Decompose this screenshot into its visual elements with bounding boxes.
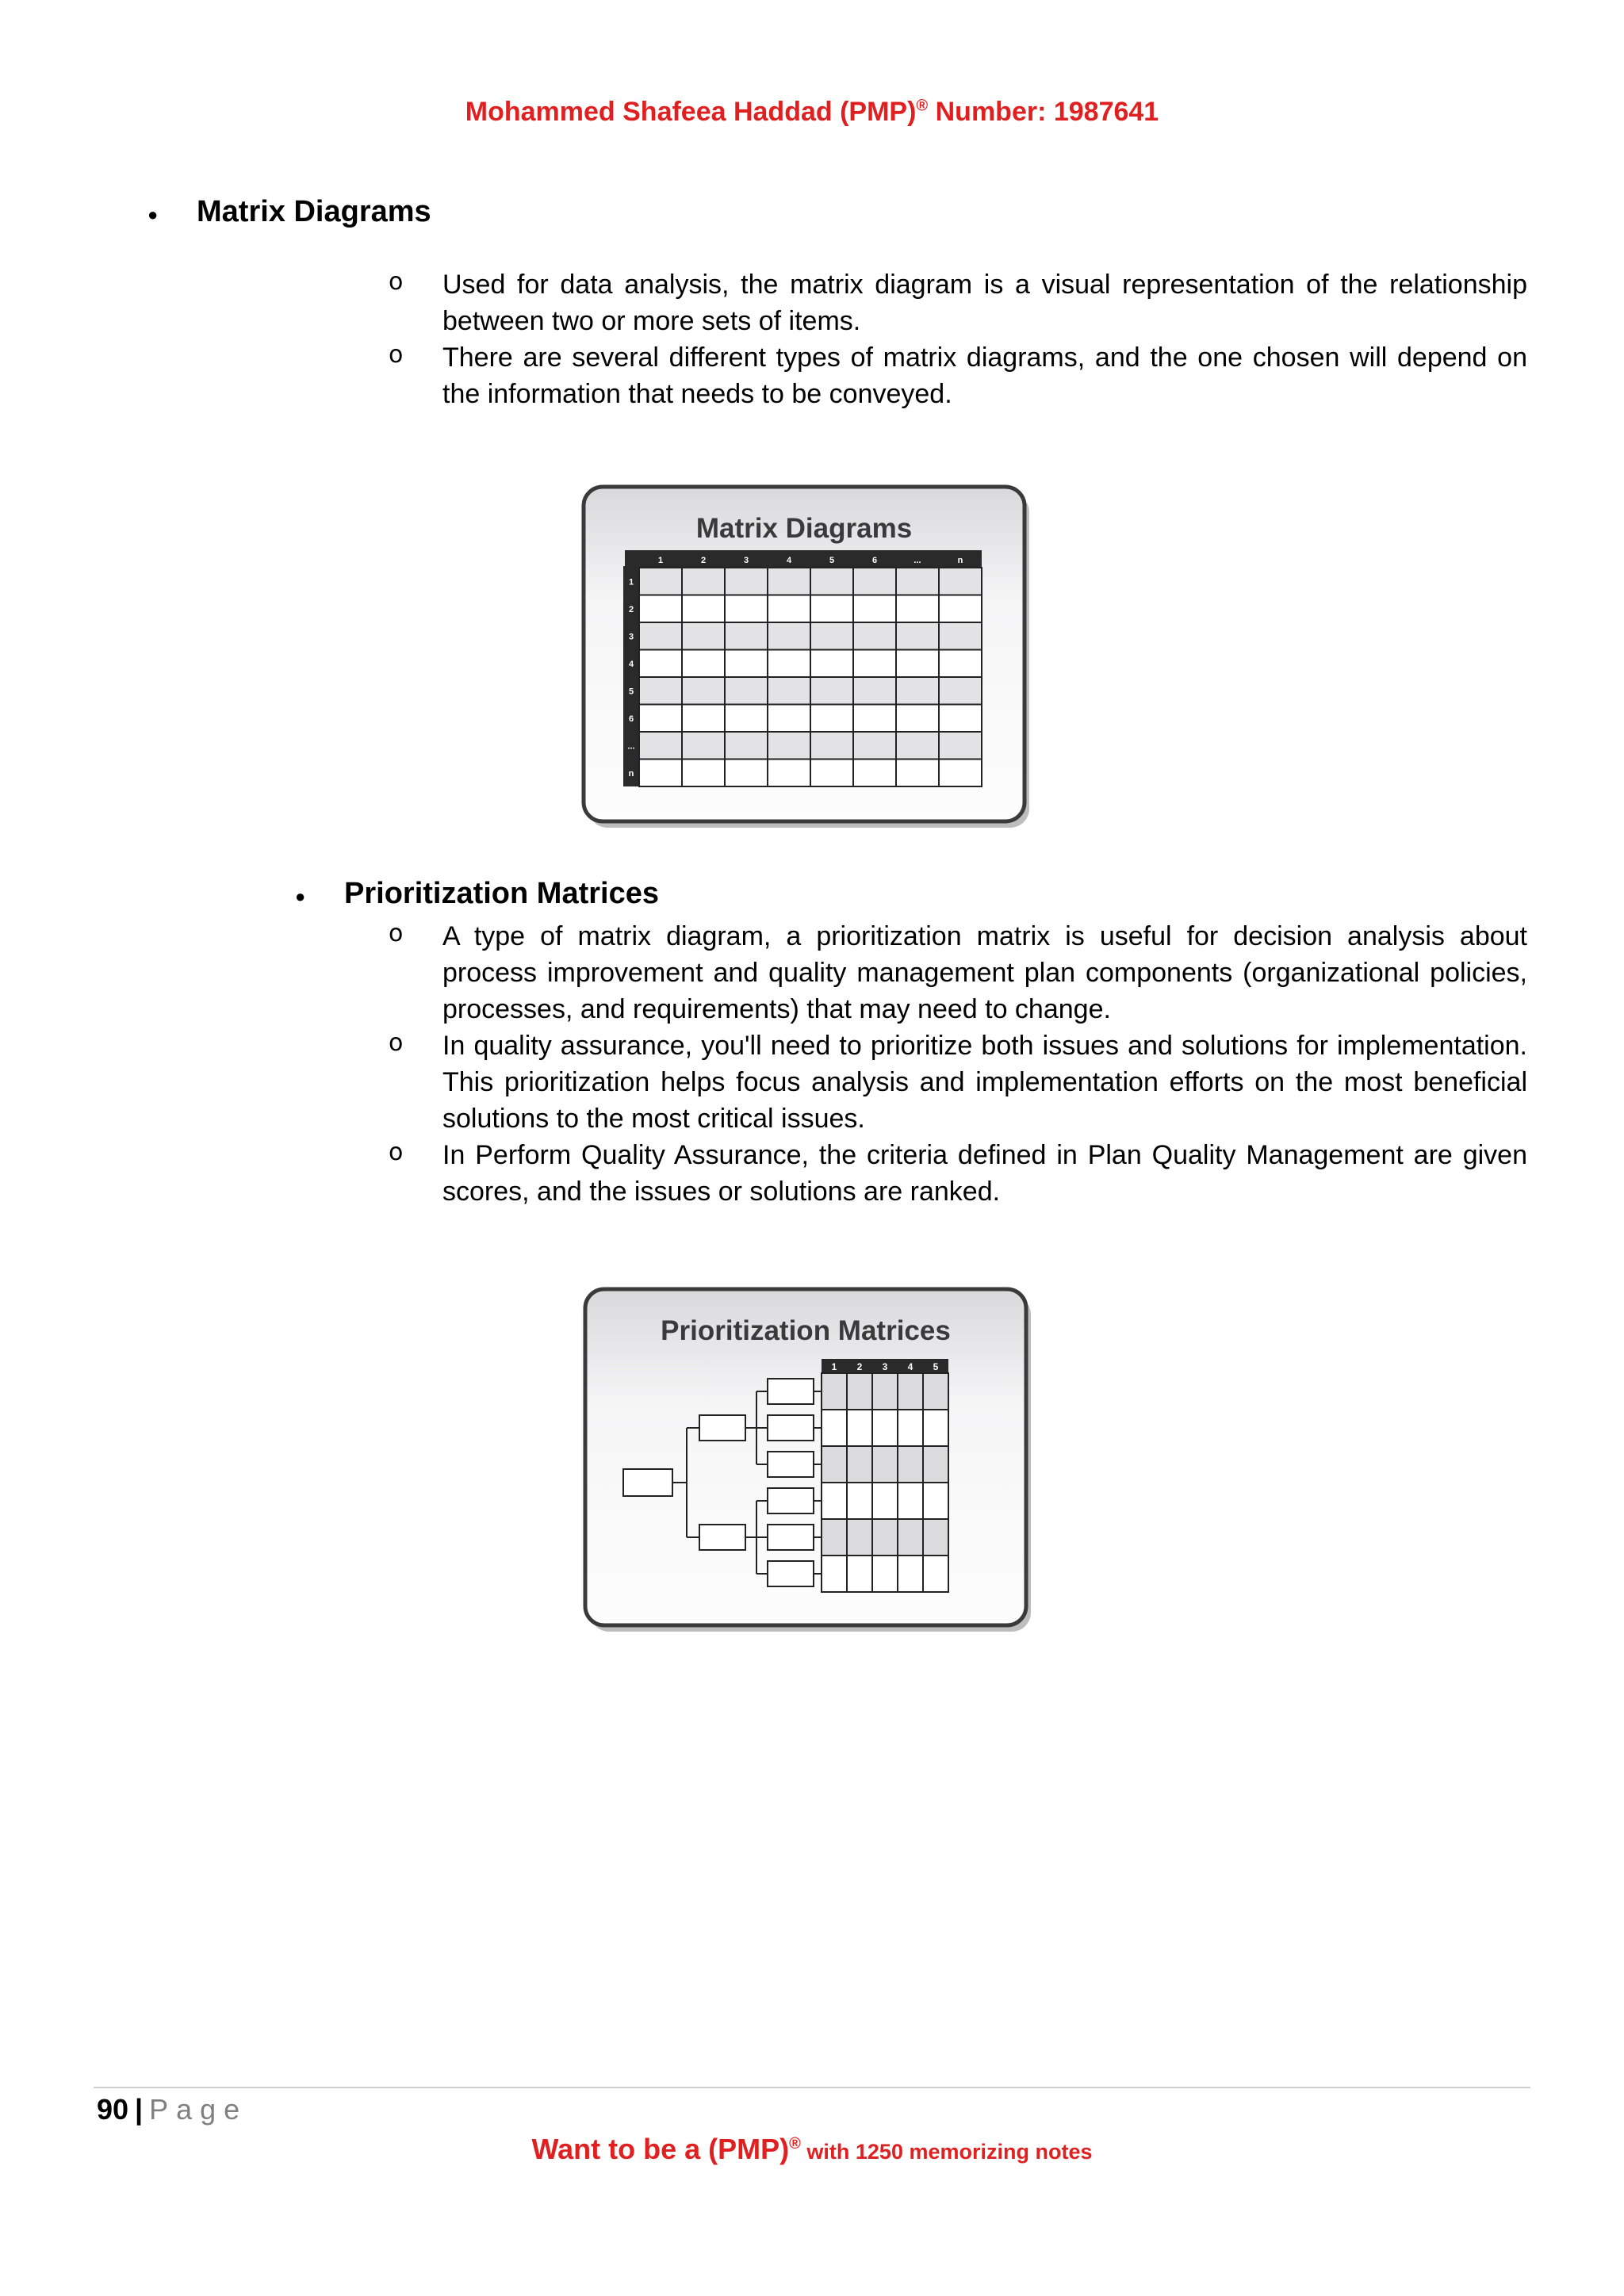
matrix-cell	[725, 622, 768, 650]
prio-cell	[872, 1373, 898, 1410]
matrix-cell	[896, 732, 939, 760]
matrix-cell	[896, 622, 939, 650]
matrix-cell	[939, 705, 982, 733]
matrix-cell	[639, 677, 682, 705]
matrix-cell	[682, 595, 725, 623]
footer-divider	[94, 2087, 1530, 2088]
prioritization-list	[389, 918, 1527, 1210]
matrix-cell	[725, 568, 768, 595]
page-word: Page	[149, 2093, 248, 2126]
prio-cell	[822, 1446, 847, 1483]
list-item-text: There are several different types of matrix diagrams, and the one chosen will depend on the information that needs to be conveyed.	[442, 342, 1527, 409]
prio-col-label: 2	[856, 1361, 863, 1372]
matrix-cell	[639, 650, 682, 678]
list-item	[389, 1027, 1527, 1137]
list-item-text: In quality assurance, you'll need to prioritize both issues and solutions for implementation. This prioritization helps focus analysis and implementation efforts on the most beneficial solutions to the most critical issues.	[442, 1031, 1527, 1134]
matrix-cell	[682, 705, 725, 733]
matrix-cell	[810, 732, 853, 760]
matrix-col-label: 3	[743, 556, 749, 565]
matrix-row-label: 3	[628, 632, 634, 642]
matrix-cell	[768, 650, 810, 678]
page-number: 90	[97, 2093, 129, 2126]
prio-cell	[898, 1446, 923, 1483]
list-item	[389, 339, 1527, 412]
matrix-row-label: n	[628, 768, 634, 779]
matrix-cell	[896, 760, 939, 787]
prio-cell	[872, 1446, 898, 1483]
matrix-row-header-bar	[623, 566, 639, 786]
matrix-cell	[810, 568, 853, 595]
prio-cell	[923, 1483, 948, 1519]
section-heading-prioritization-matrices: Prioritization Matrices	[344, 877, 659, 910]
prio-cell	[872, 1556, 898, 1592]
matrix-col-label: 1	[657, 556, 664, 565]
matrix-cell	[810, 622, 853, 650]
matrix-cell	[768, 760, 810, 787]
matrix-cell	[896, 650, 939, 678]
prio-cell	[847, 1519, 872, 1556]
hollow-circle-icon: o	[389, 1138, 404, 1166]
matrix-cell	[768, 677, 810, 705]
matrix-cell	[939, 568, 982, 595]
prio-cell	[898, 1483, 923, 1519]
matrix-cell	[768, 622, 810, 650]
matrix-cell	[768, 595, 810, 623]
prioritization-matrix-figure	[580, 1284, 1040, 1635]
matrix-row-label: 5	[628, 687, 634, 697]
matrix-cell	[810, 705, 853, 733]
prio-cell	[822, 1556, 847, 1592]
matrix-row-label: ...	[627, 741, 635, 752]
tree-leaf-box	[768, 1488, 814, 1513]
prio-cell	[847, 1446, 872, 1483]
tagline-registered-mark: ®	[789, 2135, 801, 2152]
list-item	[389, 918, 1527, 1027]
matrix-cell	[725, 595, 768, 623]
section-heading-matrix-diagrams: Matrix Diagrams	[197, 195, 431, 228]
matrix-diagram-figure	[579, 482, 1039, 831]
prio-cell	[898, 1519, 923, 1556]
tree-leaf-box	[768, 1415, 814, 1441]
matrix-cell	[853, 622, 896, 650]
bullet-icon: ●	[147, 205, 159, 224]
matrix-cell	[682, 732, 725, 760]
matrix-cell	[939, 622, 982, 650]
tagline-main: Want to be a (PMP)	[531, 2133, 790, 2165]
page-header	[0, 97, 1624, 128]
prio-cell	[872, 1483, 898, 1519]
header-title-main: Mohammed Shafeea Haddad (PMP)	[465, 97, 917, 127]
matrix-cell	[639, 705, 682, 733]
matrix-cell	[682, 622, 725, 650]
matrix-col-label: ...	[914, 556, 921, 565]
matrix-diagram-svg	[579, 482, 1039, 831]
list-item-text: A type of matrix diagram, a prioritization matrix is useful for decision analysis about process improvement and quality management plan components (organizational policies, processes, and requirements) that may need to change.	[442, 921, 1527, 1024]
matrix-cell	[639, 568, 682, 595]
prio-cell	[923, 1446, 948, 1483]
matrix-cell	[939, 760, 982, 787]
matrix-cell	[896, 568, 939, 595]
matrix-cell	[639, 732, 682, 760]
matrix-cell	[939, 650, 982, 678]
matrix-cell	[896, 677, 939, 705]
matrix-cell	[639, 622, 682, 650]
prio-cell	[847, 1556, 872, 1592]
prio-cell	[923, 1519, 948, 1556]
figure-title: Matrix Diagrams	[695, 513, 913, 544]
matrix-diagrams-list	[389, 266, 1527, 412]
tree-mid-box	[699, 1525, 745, 1550]
prio-col-label: 4	[907, 1361, 914, 1372]
prioritization-grid	[822, 1359, 948, 1592]
list-item	[389, 1137, 1527, 1210]
matrix-cell	[725, 650, 768, 678]
matrix-cell	[810, 677, 853, 705]
prio-cell	[898, 1373, 923, 1410]
prio-col-label: 5	[933, 1361, 939, 1372]
prio-cell	[847, 1410, 872, 1446]
matrix-cell	[682, 568, 725, 595]
prio-cell	[822, 1483, 847, 1519]
matrix-cell	[810, 650, 853, 678]
prio-cell	[872, 1410, 898, 1446]
prio-cell	[923, 1556, 948, 1592]
prioritization-matrix-svg	[580, 1284, 1040, 1635]
tree-leaf-box	[768, 1452, 814, 1477]
matrix-cell	[682, 650, 725, 678]
matrix-cell	[639, 760, 682, 787]
prio-col-label: 3	[882, 1361, 888, 1372]
matrix-cell	[853, 677, 896, 705]
matrix-cell	[939, 732, 982, 760]
footer-tagline	[0, 2133, 1624, 2166]
prio-cell	[847, 1483, 872, 1519]
prio-col-label: 1	[831, 1361, 837, 1372]
matrix-col-label: n	[957, 556, 963, 565]
matrix-cell	[768, 732, 810, 760]
matrix-cell	[853, 705, 896, 733]
prio-cell	[822, 1410, 847, 1446]
matrix-cell	[853, 760, 896, 787]
hollow-circle-icon: o	[389, 920, 404, 947]
matrix-cell	[725, 705, 768, 733]
matrix-cell	[853, 732, 896, 760]
matrix-cell	[896, 595, 939, 623]
tree-leaf-box	[768, 1379, 814, 1404]
prio-cell	[898, 1556, 923, 1592]
prio-cell	[923, 1410, 948, 1446]
matrix-row-label: 2	[628, 604, 634, 614]
matrix-col-label: 6	[871, 556, 878, 565]
header-number: Number: 1987641	[928, 97, 1159, 127]
prio-cell	[822, 1373, 847, 1410]
bullet-icon: ●	[295, 886, 306, 906]
matrix-row-label: 6	[628, 714, 634, 724]
registered-mark: ®	[916, 97, 929, 115]
tree-mid-box	[699, 1415, 745, 1441]
matrix-cell	[725, 677, 768, 705]
matrix-col-label: 5	[829, 556, 835, 565]
prio-cell	[923, 1373, 948, 1410]
tree-root-box	[623, 1469, 672, 1496]
matrix-cell	[939, 677, 982, 705]
tree-leaf-box	[768, 1525, 814, 1550]
matrix-cell	[896, 705, 939, 733]
matrix-cell	[682, 677, 725, 705]
matrix-col-label: 2	[700, 556, 707, 565]
matrix-cell	[768, 705, 810, 733]
matrix-cell	[853, 595, 896, 623]
list-item-text: Used for data analysis, the matrix diagram is a visual representation of the relationship between two or more sets of items.	[442, 270, 1527, 336]
matrix-cell	[682, 760, 725, 787]
prio-cell	[847, 1373, 872, 1410]
matrix-cell	[939, 595, 982, 623]
matrix-cell	[853, 568, 896, 595]
page-number-footer	[97, 2093, 247, 2126]
matrix-row-label: 1	[628, 577, 634, 587]
page-separator: |	[135, 2093, 144, 2126]
matrix-grid	[623, 550, 982, 786]
hollow-circle-icon: o	[389, 268, 404, 296]
prio-cell	[898, 1410, 923, 1446]
matrix-col-label: 4	[786, 556, 792, 565]
prio-cell	[822, 1519, 847, 1556]
figure-title: Prioritization Matrices	[661, 1315, 951, 1346]
list-item-text: In Perform Quality Assurance, the criteria defined in Plan Quality Management are given scores, and the issues or solutions are ranked.	[442, 1140, 1527, 1207]
prio-cell	[872, 1519, 898, 1556]
matrix-cell	[768, 568, 810, 595]
matrix-cell	[639, 595, 682, 623]
matrix-cell	[853, 650, 896, 678]
matrix-cell	[725, 732, 768, 760]
hollow-circle-icon: o	[389, 341, 404, 369]
tagline-small: with 1250 memorizing notes	[800, 2140, 1093, 2164]
matrix-cell	[810, 595, 853, 623]
matrix-cell	[810, 760, 853, 787]
matrix-row-label: 4	[628, 659, 634, 669]
matrix-header-bar	[625, 550, 982, 568]
hollow-circle-icon: o	[389, 1029, 404, 1057]
list-item	[389, 266, 1527, 339]
matrix-cell	[725, 760, 768, 787]
tree-leaf-box	[768, 1561, 814, 1586]
